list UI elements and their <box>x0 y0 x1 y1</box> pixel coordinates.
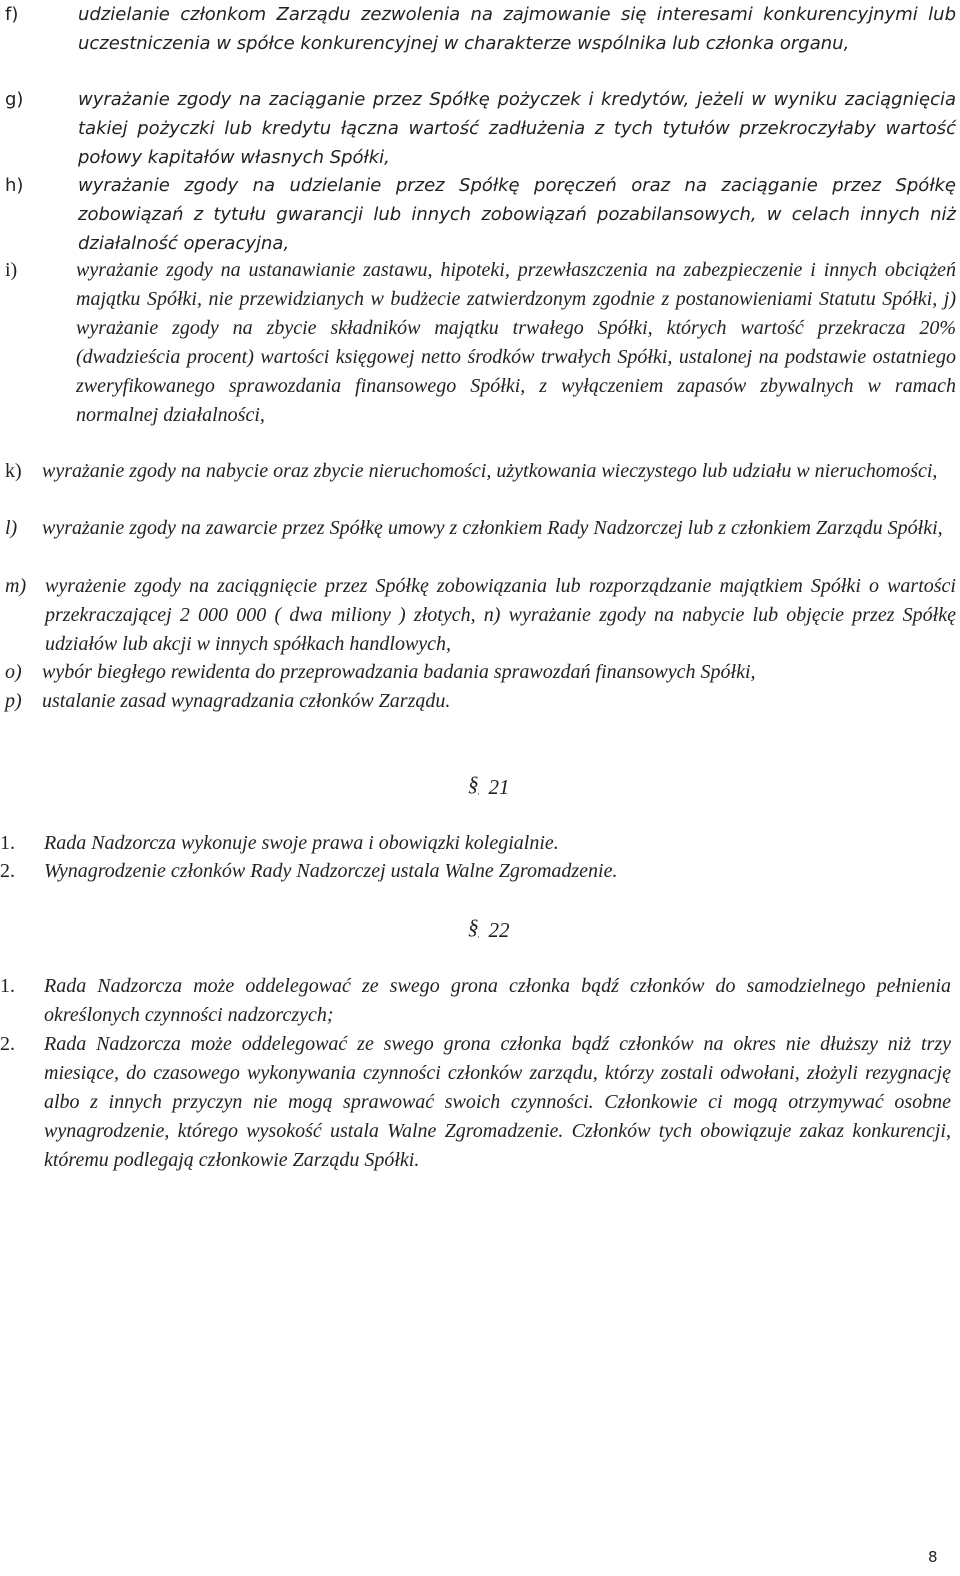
list-item-label: f) <box>5 4 19 25</box>
list-item-p <box>5 687 951 716</box>
list-item-m <box>5 572 956 659</box>
section22-item-1 <box>0 972 951 1030</box>
numbered-item-text: Rada Nadzorcza może oddelegować ze swego grona członka bądź członków na okres nie dłuższy niż trzy miesiące, do czasowego wykonywania czynności członków zarządu, którzy zostali odwołani, złożyli rezygnację albo z innych przyczyn nie mogą sprawować swoich czynności. Członkowie ci mogą otrzymywać osobne wynagrodzenie, którego wysokość ustala Walne Zgromadzenie. Członków tych obowiązuje zakaz konkurencji, któremu podlegają członkowie Zarządu Spółki. <box>44 1033 951 1171</box>
list-item-text: wybór biegłego rewidenta do przeprowadzania badania sprawozdań finansowych Spółki, <box>42 661 756 683</box>
list-item-label: m) <box>5 575 27 597</box>
list-item-f <box>5 0 956 87</box>
numbered-item-text: Rada Nadzorcza wykonuje swoje prawa i obowiązki kolegialnie. <box>44 832 559 854</box>
section-number: 21 <box>488 775 510 799</box>
list-item-label: h) <box>5 175 24 196</box>
list-item-text: wyrażanie zgody na udzielanie przez Spółkę poręczeń oraz na zaciąganie przez Spółkę zobowiązań z tytułu gwarancji lub innych zobowiązań pozabilansowych, w celach innych niż działalność operacyjna, <box>78 175 956 254</box>
section-sign-glyph: § <box>468 915 479 939</box>
section-sign-glyph: § <box>468 772 479 796</box>
list-item-label: p) <box>5 690 22 712</box>
section21-item-1 <box>0 829 951 858</box>
numbered-item-label: 1. <box>0 975 15 997</box>
list-item-text: wyrażanie zgody na nabycie oraz zbycie nieruchomości, użytkowania wieczystego lub udziału w nieruchomości, <box>42 460 938 482</box>
list-item-l <box>5 514 951 572</box>
list-item-text: wyrażanie zgody na zawarcie przez Spółkę umowy z członkiem Rady Nadzorczej lub z członkiem Zarządu Spółki, <box>42 517 943 539</box>
section22-item-2 <box>0 1030 951 1204</box>
numbered-item-label: 2. <box>0 1033 15 1055</box>
list-item-label: g) <box>5 89 24 110</box>
numbered-item-text: Wynagrodzenie członków Rady Nadzorczej ustala Walne Zgromadzenie. <box>44 860 618 882</box>
section-heading-22 <box>468 915 510 943</box>
list-item-text: wyrażenie zgody na zaciągnięcie przez Spółkę zobowiązania lub rozporządzanie majątkiem Spółki o wartości przekraczającej 2 000 000 ( dwa miliony ) złotych, n) wyrażanie zgody na nabycie lub objęcie przez Spółkę udziałów lub akcji w innych spółkach handlowych, <box>45 575 956 655</box>
section21-item-2 <box>0 857 951 886</box>
list-item-g <box>5 85 956 172</box>
list-item-k <box>5 457 951 515</box>
list-item-text: wyrażanie zgody na zaciąganie przez Spółkę pożyczek i kredytów, jeżeli w wyniku zaciągnięcia takiej pożyczki lub kredytu łączna wartość zadłużenia z tych tytułów przekroczyłaby wartość połowy kapitałów własnych Spółki, <box>78 89 956 168</box>
page-number: 8 <box>928 1548 938 1566</box>
numbered-item-text: Rada Nadzorcza może oddelegować ze swego grona członka bądź członków do samodzielnego pełnienia określonych czynności nadzorczych; <box>44 975 951 1026</box>
section-sign-icon <box>468 915 479 943</box>
list-item-o <box>5 658 951 687</box>
list-item-label: o) <box>5 661 22 683</box>
numbered-item-label: 1. <box>0 832 15 854</box>
list-item-label: k) <box>5 460 22 482</box>
numbered-item-label: 2. <box>0 860 15 882</box>
list-item-i <box>5 256 956 456</box>
list-item-label: i) <box>5 259 18 281</box>
section-sign-icon <box>468 772 479 800</box>
list-item-text: wyrażanie zgody na ustanawianie zastawu, hipoteki, przewłaszczenia na zabezpieczenie i innych obciążeń majątku Spółki, nie przewidzianych w budżecie zatwierdzonym zgodnie z postanowieniami Statutu Spółki, j) wyrażanie zgody na zbycie składników majątku trwałego Spółki, których wartość przekracza 20% (dwadzieścia procent) wartości księgowej netto środków trwałych Spółki, ustalonej na podstawie ostatniego zweryfikowanego sprawozdania finansowego Spółki, z wyłączeniem zapasów zbywalnych w ramach normalnej działalności, <box>76 259 956 426</box>
section-number: 22 <box>488 918 510 942</box>
list-item-text: ustalanie zasad wynagradzania członków Zarządu. <box>42 690 451 712</box>
section-heading-21 <box>468 772 510 800</box>
list-item-label: l) <box>5 517 18 539</box>
list-item-h <box>5 171 956 258</box>
list-item-text: udzielanie członkom Zarządu zezwolenia na zajmowanie się interesami konkurencyjnymi lub uczestniczenia w spółce konkurencyjnej w charakterze wspólnika lub członka organu, <box>78 4 956 54</box>
